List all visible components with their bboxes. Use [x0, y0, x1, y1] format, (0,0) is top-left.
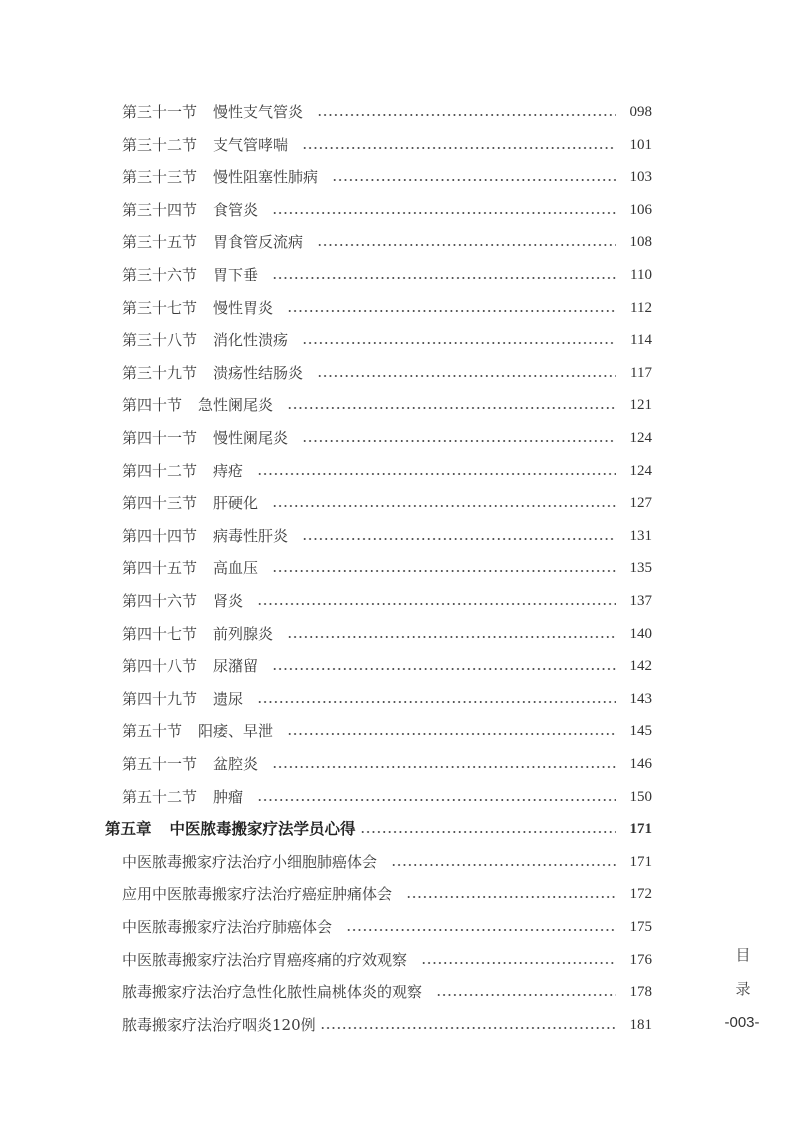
page-number: 108	[629, 234, 652, 251]
page-number: 098	[629, 104, 652, 120]
section-number: 第四十七节	[122, 624, 198, 643]
toc-chapter-heading[interactable]	[105, 813, 652, 845]
page-number: 150	[629, 788, 652, 805]
section-number: 第五十节	[122, 722, 183, 741]
dot-leader	[272, 668, 616, 670]
section-title: 胃食管反流病	[213, 233, 304, 252]
section-number: 第三十八节	[122, 331, 198, 350]
toc-entry[interactable]	[122, 618, 652, 650]
margin-label-mu: 目	[735, 946, 751, 964]
dot-leader	[391, 864, 616, 866]
page-number: 117	[630, 364, 652, 381]
section-title: 阳痿、早泄	[198, 722, 274, 741]
section-title: 溃疡性结肠炎	[213, 363, 304, 382]
dot-leader	[320, 1027, 616, 1029]
section-number: 第三十九节	[122, 363, 198, 382]
entry-title: 中医脓毒搬家疗法治疗肺癌体会	[122, 918, 333, 936]
section-title: 慢性阑尾炎	[213, 429, 289, 447]
section-number: 第三十三节	[122, 168, 198, 187]
section-title: 慢性支气管炎	[213, 103, 304, 121]
page-number: 124	[629, 462, 652, 479]
page-number: 178	[629, 984, 652, 1001]
toc-entry[interactable]	[122, 324, 652, 356]
page-number: 140	[629, 625, 652, 642]
toc-entry[interactable]	[122, 96, 652, 128]
dot-leader	[287, 407, 616, 409]
entry-title: 脓毒搬家疗法治疗咽炎120例	[122, 1015, 316, 1034]
toc-entry[interactable]	[122, 781, 652, 813]
page-number: 101	[629, 136, 652, 153]
section-title: 遗尿	[213, 689, 244, 708]
toc-entry[interactable]	[122, 846, 652, 878]
section-title: 痔疮	[213, 461, 244, 480]
page-number: 135	[629, 560, 652, 577]
toc-entry[interactable]	[122, 1009, 652, 1041]
dot-leader	[287, 636, 616, 638]
dot-leader	[287, 733, 616, 735]
toc-entry[interactable]	[122, 161, 652, 193]
toc-entry[interactable]	[122, 878, 652, 910]
section-title: 支气管哮喘	[213, 135, 289, 154]
section-title: 急性阑尾炎	[198, 396, 274, 415]
section-number: 第四十三节	[122, 494, 198, 513]
page-number: 146	[629, 756, 652, 772]
section-number: 第三十一节	[122, 103, 198, 121]
dot-leader	[317, 375, 616, 377]
section-title: 消化性溃疡	[213, 331, 289, 350]
section-number: 第三十四节	[122, 200, 198, 219]
section-number: 第四十二节	[122, 461, 198, 480]
section-title: 慢性胃炎	[213, 298, 274, 317]
page-number: 176	[629, 951, 652, 968]
page-number: 124	[629, 430, 652, 446]
page-number: 114	[630, 332, 652, 349]
toc-entry[interactable]	[122, 748, 652, 780]
dot-leader	[257, 799, 616, 801]
dot-leader	[406, 896, 616, 898]
chapter-number: 第五章	[105, 819, 152, 839]
section-number: 第三十六节	[122, 266, 198, 284]
section-number: 第四十节	[122, 396, 183, 415]
dot-leader	[257, 603, 616, 605]
page-number: 142	[629, 658, 652, 675]
section-number: 第四十五节	[122, 559, 198, 578]
page-number: 103	[629, 169, 652, 186]
section-title: 肿瘤	[213, 787, 244, 806]
dot-leader	[346, 929, 616, 931]
page-number: 171	[629, 853, 652, 870]
page-number: 137	[629, 593, 652, 609]
dot-leader	[272, 505, 616, 507]
page-number: 106	[629, 201, 652, 218]
dot-leader	[272, 277, 616, 279]
page-number: 171	[629, 821, 652, 838]
page-number: 127	[629, 495, 652, 512]
section-number: 第三十七节	[122, 298, 198, 317]
toc-entry[interactable]	[122, 944, 652, 976]
section-number: 第三十二节	[122, 135, 198, 154]
toc-entry[interactable]	[122, 585, 652, 617]
toc-entry[interactable]	[122, 259, 652, 291]
toc-entry[interactable]	[122, 226, 652, 258]
dot-leader	[302, 342, 616, 344]
page-number: 175	[629, 919, 652, 935]
section-title: 尿潴留	[213, 657, 259, 676]
section-number: 第四十八节	[122, 657, 198, 676]
dot-leader	[302, 440, 616, 442]
toc-entry[interactable]	[122, 650, 652, 682]
dot-leader	[272, 570, 616, 572]
toc-entry[interactable]	[122, 683, 652, 715]
dot-leader	[272, 212, 616, 214]
dot-leader	[436, 994, 616, 996]
section-number: 第三十五节	[122, 233, 198, 252]
section-number: 第四十六节	[122, 592, 198, 610]
chapter-title: 中医脓毒搬家疗法学员心得	[169, 819, 356, 839]
toc-entry[interactable]	[122, 911, 652, 943]
entry-title: 应用中医脓毒搬家疗法治疗癌症肿痛体会	[122, 885, 393, 904]
dot-leader	[257, 473, 616, 475]
toc-entry[interactable]	[122, 129, 652, 161]
toc-entry[interactable]	[122, 715, 652, 747]
entry-title: 脓毒搬家疗法治疗急性化脓性扁桃体炎的观察	[122, 983, 423, 1002]
section-title: 肝硬化	[213, 494, 259, 513]
page-number: 181	[629, 1016, 652, 1033]
section-title: 食管炎	[213, 200, 259, 219]
section-number: 第五十一节	[122, 755, 198, 773]
toc-entry[interactable]	[122, 976, 652, 1008]
dot-leader	[302, 538, 616, 540]
dot-leader	[360, 831, 616, 833]
section-title: 病毒性肝炎	[213, 526, 289, 545]
section-title: 慢性阻塞性肺病	[213, 168, 319, 187]
section-title: 肾炎	[213, 592, 244, 610]
page-number: 110	[630, 267, 652, 283]
margin-label-lu: 录	[735, 980, 751, 998]
dot-leader	[317, 114, 616, 116]
section-title: 盆腔炎	[213, 755, 259, 773]
section-title: 前列腺炎	[213, 624, 274, 643]
page-number: 112	[630, 299, 652, 316]
dot-leader	[332, 179, 616, 181]
toc-entry[interactable]	[122, 455, 652, 487]
toc-entry[interactable]	[122, 520, 652, 552]
section-number: 第四十九节	[122, 689, 198, 708]
page-number: 143	[629, 690, 652, 707]
dot-leader	[287, 310, 616, 312]
dot-leader	[421, 962, 616, 964]
dot-leader	[257, 701, 616, 703]
entry-title: 中医脓毒搬家疗法治疗小细胞肺癌体会	[122, 852, 378, 871]
page-folio: -003-	[724, 1014, 760, 1031]
section-title: 胃下垂	[213, 266, 259, 284]
section-number: 第四十四节	[122, 526, 198, 545]
section-number: 第五十二节	[122, 787, 198, 806]
dot-leader	[302, 147, 616, 149]
dot-leader	[272, 766, 616, 768]
toc-entry[interactable]	[122, 357, 652, 389]
page-number: 131	[629, 527, 652, 544]
dot-leader	[317, 244, 616, 246]
toc-entry[interactable]	[122, 194, 652, 226]
entry-title: 中医脓毒搬家疗法治疗胃癌疼痛的疗效观察	[122, 950, 408, 969]
page-number: 145	[629, 723, 652, 740]
toc-entry[interactable]	[122, 552, 652, 584]
toc-entry[interactable]	[122, 422, 652, 454]
toc-entry[interactable]	[122, 292, 652, 324]
section-number: 第四十一节	[122, 429, 198, 447]
section-title: 高血压	[213, 559, 259, 578]
page-number: 121	[629, 397, 652, 414]
toc-entry[interactable]	[122, 487, 652, 519]
page-number: 172	[629, 886, 652, 903]
toc-entry[interactable]	[122, 389, 652, 421]
